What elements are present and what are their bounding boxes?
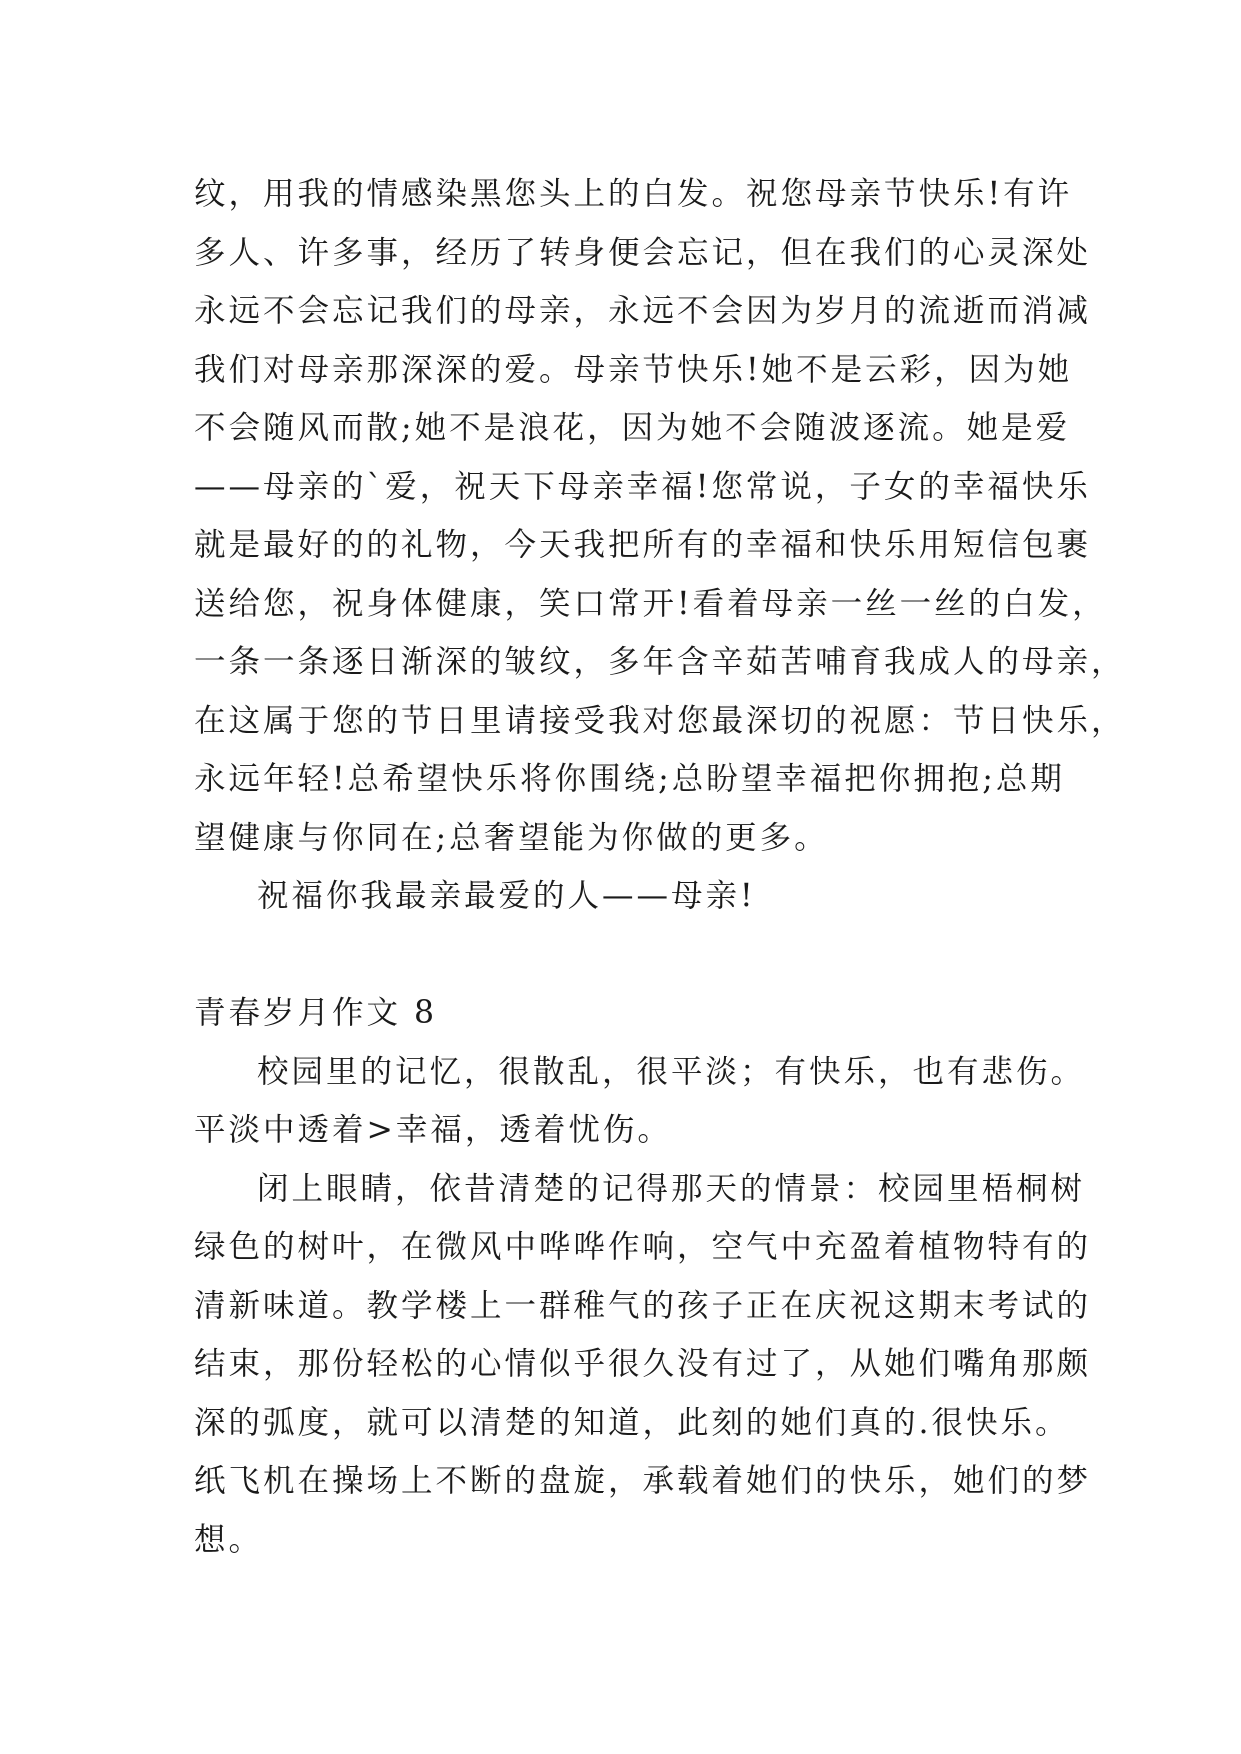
text-line: 结束，那份轻松的心情似乎很久没有过了，从她们嘴角那颇 [194, 1346, 1092, 1382]
text-line: 不会随风而散;她不是浪花，因为她不会随波逐流。她是爱 [194, 410, 1071, 446]
text-line: 绿色的树叶，在微风中哗哗作响，空气中充盈着植物特有的 [194, 1229, 1092, 1265]
text-line: ——母亲的`爱，祝天下母亲幸福!您常说，子女的幸福快乐 [194, 468, 1091, 505]
text-line: 纹，用我的情感染黑您头上的白发。祝您母亲节快乐!有许 [194, 176, 1073, 212]
text-line: 我们对母亲那深深的爱。母亲节快乐!她不是云彩，因为她 [194, 351, 1073, 388]
text-line: 送给您，祝身体健康，笑口常开!看着母亲一丝一丝的白发， [194, 585, 1107, 622]
text-line: 望健康与你同在;总奢望能为你做的更多。 [194, 819, 829, 856]
section-title: 青春岁月作文 8 [194, 995, 438, 1031]
text-line: 深的弧度，就可以清楚的知道，此刻的她们真的.很快乐。 [194, 1404, 1070, 1441]
text-line: 校园里的记忆，很散乱，很平淡；有快乐，也有悲伤。 [257, 1053, 1086, 1090]
text-line: 永远不会忘记我们的母亲，永远不会因为岁月的流逝而消减 [194, 293, 1092, 329]
text-line: 想。 [194, 1521, 264, 1558]
text-line: 一条一条逐日渐深的皱纹，多年含辛茹苦哺育我成人的母亲， [194, 644, 1126, 680]
text-line: 多人、许多事，经历了转身便会忘记，但在我们的心灵深处 [194, 234, 1092, 271]
closing-line: 祝福你我最亲最爱的人——母亲! [257, 878, 756, 914]
text-line: 闭上眼睛，依昔清楚的记得那天的情景：校园里梧桐树 [257, 1170, 1086, 1207]
text-line: 纸飞机在操场上不断的盘旋，承载着她们的快乐，她们的梦 [194, 1463, 1092, 1499]
text-line: 平淡中透着>幸福，透着忧伤。 [194, 1112, 672, 1148]
text-line: 就是最好的的礼物，今天我把所有的幸福和快乐用短信包裹 [194, 527, 1092, 563]
text-line: 清新味道。教学楼上一群稚气的孩子正在庆祝这期末考试的 [194, 1287, 1092, 1324]
document-body [194, 165, 1126, 1569]
text-line: 在这属于您的节日里请接受我对您最深切的祝愿：节日快乐， [194, 702, 1126, 739]
text-line: 永远年轻!总希望快乐将你围绕;总盼望幸福把你拥抱;总期 [194, 761, 1065, 797]
paragraph-gap [194, 926, 1064, 985]
